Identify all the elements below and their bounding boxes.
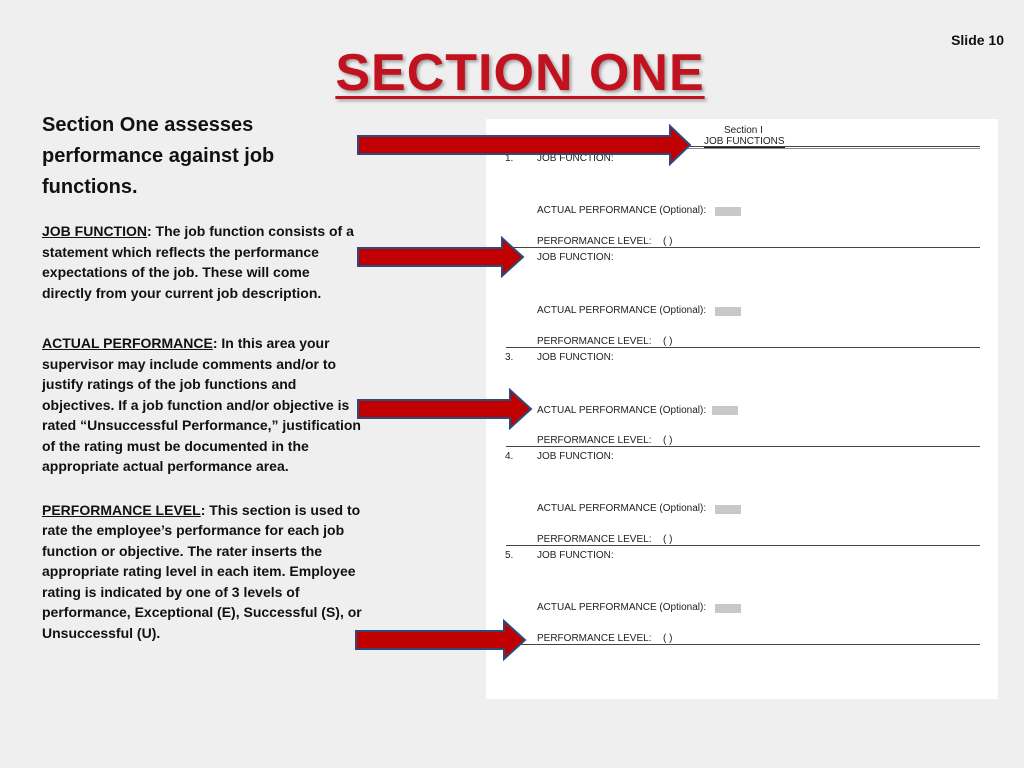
form-item-number: 4. [505,451,514,462]
performance-level-description: : This section is used to rate the employee’s performance for each job function or objective. The rater inserts the appropriate rating level in each item. Employee rating is indicated by one of 3 levels of performance, Exceptional (E), Successful (S), or Unsuccessful (U). [42,501,362,641]
form-gray-box [715,207,741,216]
form-actual-performance-label: ACTUAL PERFORMANCE (Optional): [537,503,707,514]
form-performance-level-label: PERFORMANCE LEVEL: [537,534,652,545]
form-rule [506,446,980,447]
form-header-subtitle: JOB FUNCTIONS [704,136,785,147]
form-actual-performance-label: ACTUAL PERFORMANCE (Optional): [537,305,707,316]
form-item-number: 3. [505,352,514,363]
form-item-number: 5. [505,550,514,561]
form-performance-level-label: PERFORMANCE LEVEL: [537,633,652,644]
actual-performance-description: : In this area your supervisor may include comments and/or to justify ratings of the job functions and objectives. If a job function and/or objective is rated “Unsuccessful Performance,” justification of the rating must be documented in the appropriate actual performance area. [42,335,361,474]
job-function-paragraph [42,221,362,303]
form-job-function-label: JOB FUNCTION: [537,451,614,462]
form-rule [506,347,980,348]
performance-level-paragraph [42,500,362,644]
arrow-right-icon [356,388,536,430]
actual-performance-paragraph [42,333,362,477]
slide-title: SECTION ONE [335,44,705,102]
form-gray-box [715,604,741,613]
form-job-function-label: JOB FUNCTION: [537,252,614,263]
form-performance-level-label: PERFORMANCE LEVEL: [537,435,652,446]
form-actual-performance-label: ACTUAL PERFORMANCE (Optional): [537,205,707,216]
arrow-right-icon [356,123,696,167]
form-gray-box [712,406,738,415]
form-level-parens: ( ) [663,534,673,545]
form-header-title: Section I [724,125,763,136]
form-level-parens: ( ) [663,236,673,247]
form-rule [506,545,980,546]
form-actual-performance-label: ACTUAL PERFORMANCE (Optional): [537,602,707,613]
form-level-parens: ( ) [663,633,673,644]
left-text-column [42,110,362,666]
form-job-function-label: JOB FUNCTION: [537,352,614,363]
slide-number: Slide 10 [951,32,1004,48]
intro-text: Section One assesses performance against job functions. [42,114,275,198]
form-actual-performance-label: ACTUAL PERFORMANCE (Optional): [537,405,707,416]
form-level-parens: ( ) [663,435,673,446]
form-image-panel [486,119,998,699]
form-performance-level-label: PERFORMANCE LEVEL: [537,236,652,247]
form-gray-box [715,505,741,514]
form-header [704,125,785,148]
arrow-right-icon [356,236,528,278]
form-item-number: 1. [505,153,514,164]
form-rule [506,644,980,645]
performance-level-term: PERFORMANCE LEVEL [42,501,201,518]
actual-performance-term: ACTUAL PERFORMANCE [42,335,213,351]
form-rule [506,247,980,248]
form-level-parens: ( ) [663,336,673,347]
arrow-right-icon [354,619,530,661]
job-function-description: : The job function consists of a statement which reflects the performance expectations of the job. These will come directly from your current job description. [42,223,354,301]
form-job-function-label: JOB FUNCTION: [537,153,614,164]
form-performance-level-label: PERFORMANCE LEVEL: [537,336,652,347]
form-gray-box [715,307,741,316]
form-job-function-label: JOB FUNCTION: [537,550,614,561]
job-function-term: JOB FUNCTION [42,223,147,239]
